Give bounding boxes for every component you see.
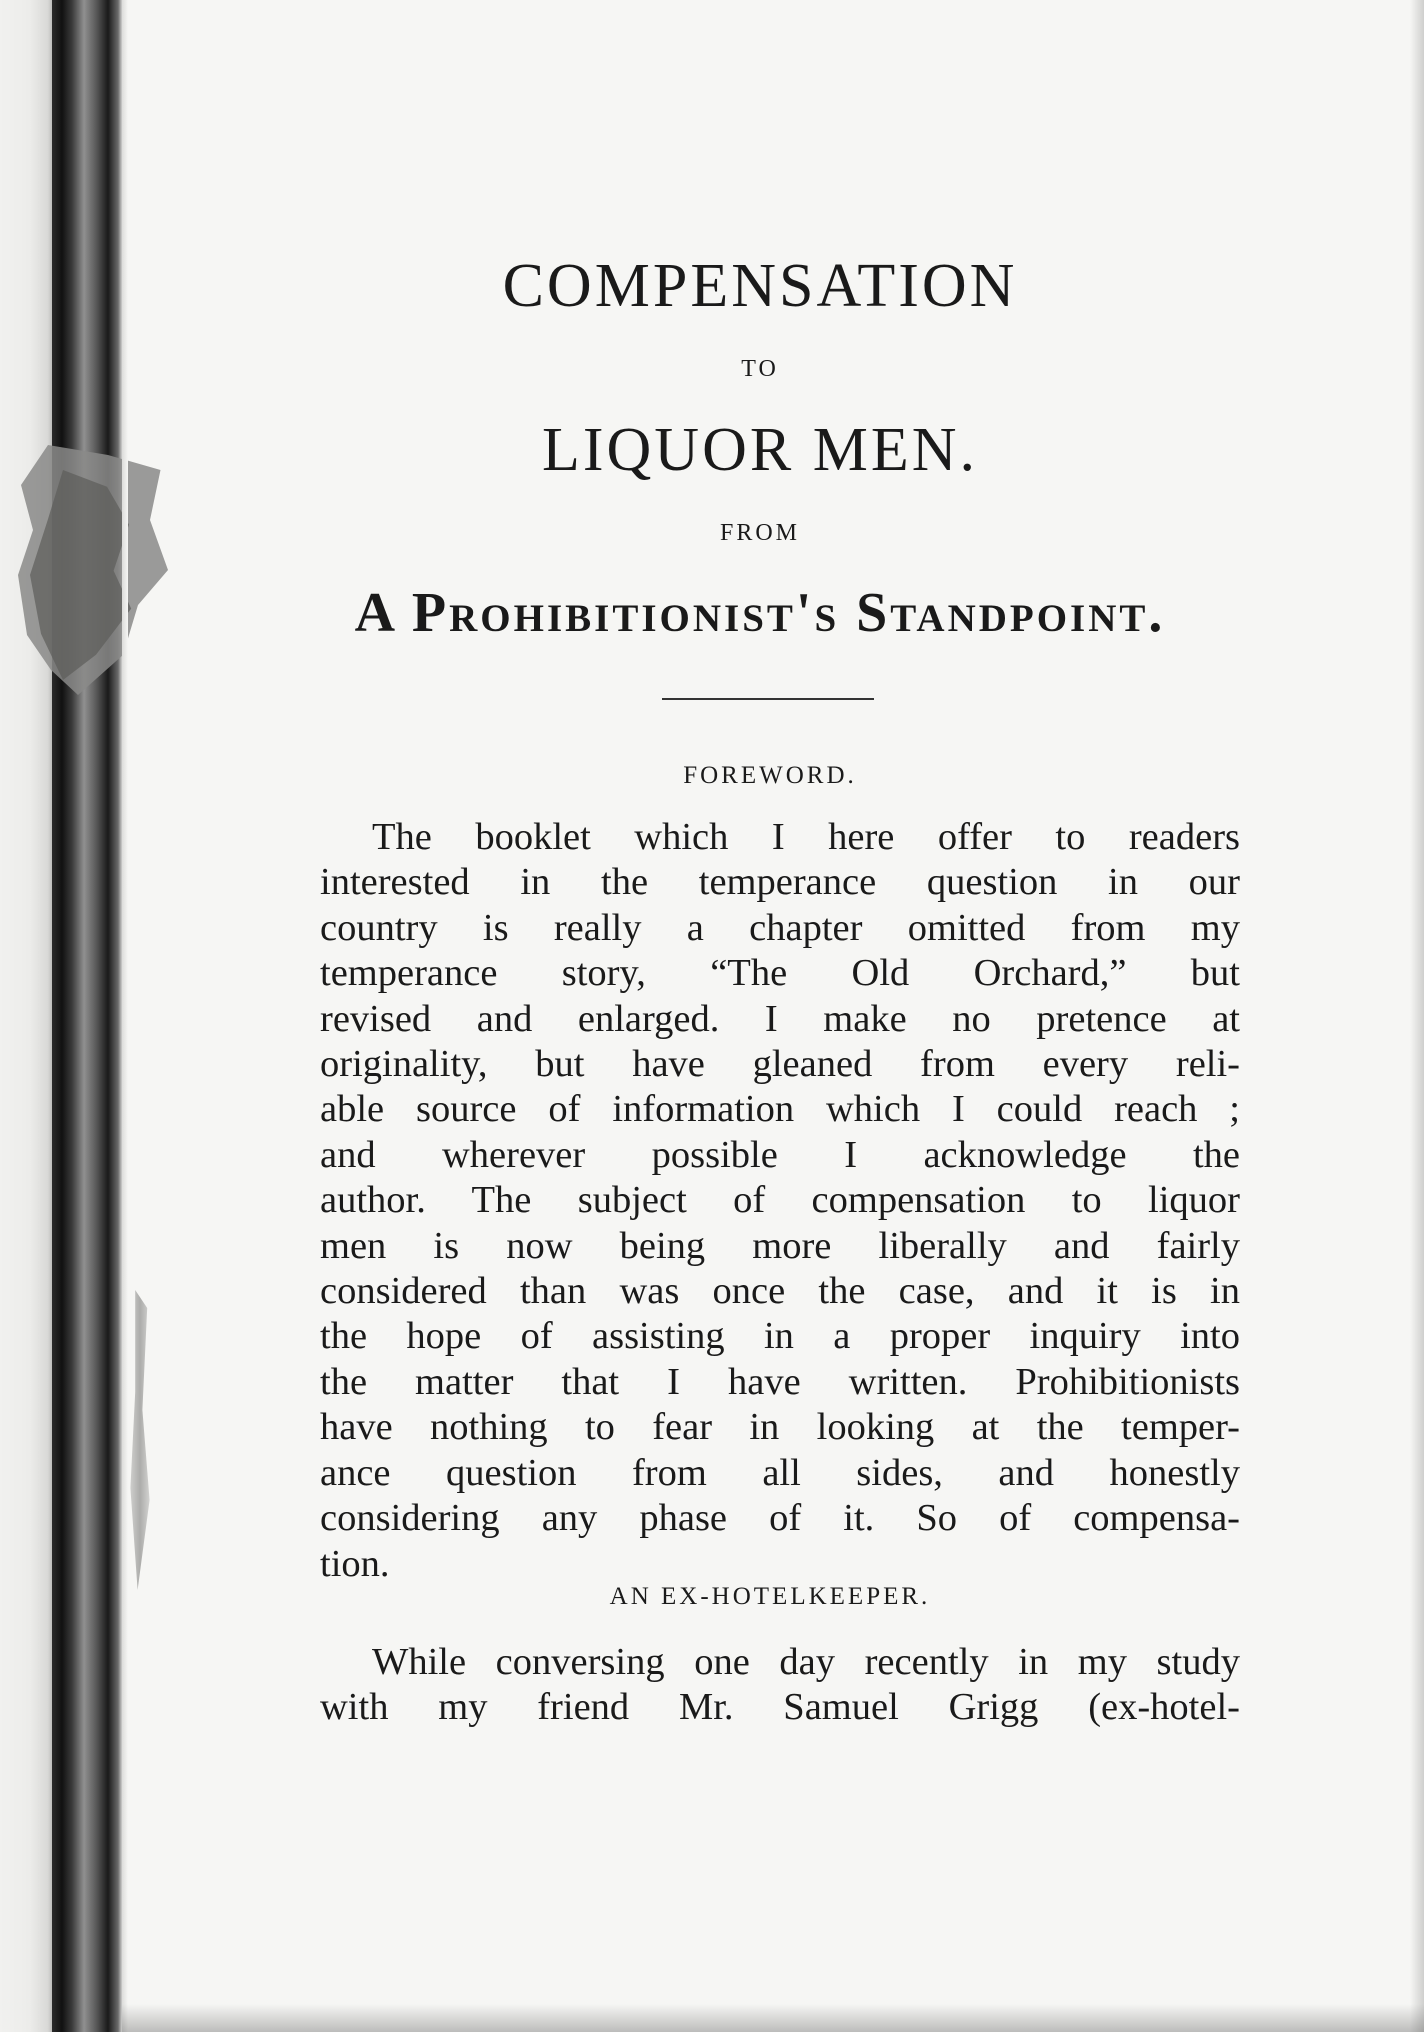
text-line: author. The subject of compensation to liquor <box>320 1179 1240 1222</box>
text-line: country is really a chapter omitted from my <box>320 906 1240 949</box>
title-to: TO <box>741 356 779 382</box>
text-line: and wherever possible I acknowledge the <box>320 1133 1240 1176</box>
title-subject: LIQUOR MEN. <box>542 416 978 484</box>
title-block <box>280 250 1240 648</box>
section-heading: AN EX-HOTELKEEPER. <box>609 1583 931 1610</box>
section-paragraph <box>320 1640 1240 1731</box>
text-line: interested in the temperance question in our <box>320 861 1240 904</box>
text-line: While conversing one day recently in my study <box>372 1641 1240 1683</box>
text-line: tion. <box>320 1542 390 1585</box>
text-line: men is now being more liberally and fairly <box>320 1224 1240 1267</box>
book-spine <box>52 0 122 2032</box>
text-line: temperance story, “The Old Orchard,” but <box>320 952 1240 995</box>
page-right-shadow <box>1410 0 1424 2032</box>
foreword-heading: FOREWORD. <box>683 762 857 789</box>
page-gutter <box>122 0 128 2032</box>
text-line: ance question from all sides, and honestly <box>320 1451 1240 1494</box>
text-line: revised and enlarged. I make no pretence at <box>320 997 1240 1040</box>
text-line: considering any phase of it. So of compensa- <box>320 1497 1240 1540</box>
text-line: have nothing to fear in looking at the temper- <box>320 1406 1240 1449</box>
text-line: The booklet which I here offer to readers <box>372 816 1240 858</box>
title-from: FROM <box>719 520 801 546</box>
text-line: able source of information which I could reach ; <box>320 1088 1240 1131</box>
text-line: originality, but have gleaned from every reli- <box>320 1043 1240 1086</box>
spine-crack <box>128 1290 152 1590</box>
page-bottom-shadow <box>122 2004 1424 2032</box>
text-line: considered than was once the case, and it is in <box>320 1270 1240 1313</box>
title-standpoint: A Prohibitionist's Standpoint. <box>354 582 1166 644</box>
title-main: COMPENSATION <box>502 252 1018 320</box>
title-divider-rule <box>662 698 874 700</box>
foreword-paragraph <box>320 815 1240 1587</box>
text-line: the matter that I have written. Prohibitionists <box>320 1360 1240 1403</box>
book-cover-edge <box>0 0 52 2032</box>
text-line: with my friend Mr. Samuel Grigg (ex-hotel- <box>320 1686 1240 1729</box>
text-line: the hope of assisting in a proper inquiry into <box>320 1315 1240 1358</box>
